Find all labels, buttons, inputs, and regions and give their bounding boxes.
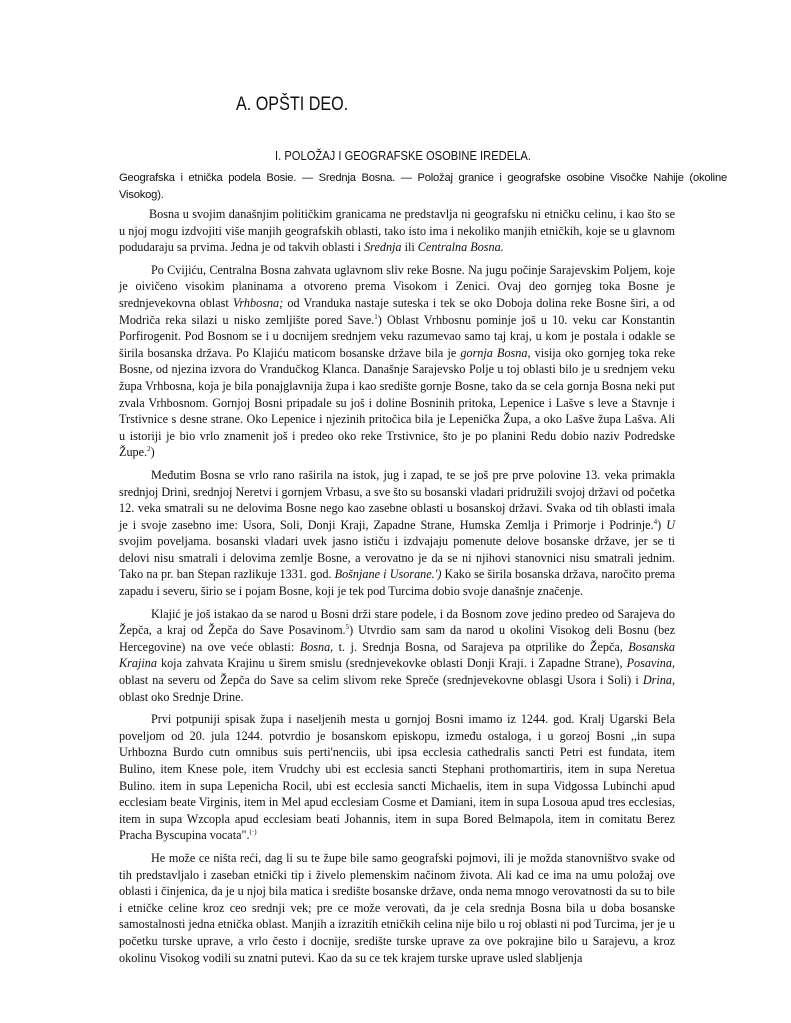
body-text xyxy=(119,206,675,972)
footnote-marker: 1 xyxy=(374,312,378,321)
text-run: Po Cvijiću, Centralna Bosna zahvata uglavnom sliv reke Bosne. Na jugu počinje Sarajevskim Poljem, koje je oivičeno visokim planinama a otvoreno prema Visokom i Zenici. Ovaj deo gornjeg toka Bosne je srednjevekovna oblast xyxy=(119,262,675,310)
italic-text: Bosanska Krajina xyxy=(119,639,675,671)
text-run: ) Utvrdio sam sam da narod u okolini Visokog deli Bosnu (bez Hercegovine) na ove veće oblasti: xyxy=(119,623,675,654)
text-run: t. j. Srednja Bosna, od Sarajeva pa otprilike do Žepča, xyxy=(333,639,629,654)
footnote-marker: 2 xyxy=(147,445,151,454)
italic-text: Posavina, xyxy=(626,656,675,671)
paragraph xyxy=(119,850,675,966)
italic-text: U xyxy=(666,517,675,532)
text-run: oblast oko Srednje Drine. xyxy=(119,689,244,704)
text-run: koja zahvata Krajinu u širem smislu (srednjevekovke oblasti Donji Kraji. i Zapadne Strane), xyxy=(156,656,627,671)
italic-text: gornja Bosna, xyxy=(460,345,531,360)
italic-text: Vrhbosna; xyxy=(232,295,284,310)
text-run: Prvi potpuniji spisak župa i naseljenih mesta u gornjoj Bosni imamo iz 1244. god. Kralj Ugarski Bela poveljom od 20. jula 1244. potvrdio je bosanskom episkopu, između ostaloga, i u gorƨoj Bosni ,,in supa Urhbozna Burdo cutn omnibus suis perti'nenciis, ubi ipsa ecclesia cathedralis sancti Petri est fundata, item Bulino, item Knese pole, item Vrudchy ubi est ecclesia sancti Stephani prothomartiris, item in supa Neretua Bulino. item in supa Lepenicha Rocil, ubi est ecclesia sancti Michaelis, item in supa Vidgossa Lubinchi apud ecclesiam beate Virginis, item in Mel apud ecclesiam Cosme et Damiani, item in supa Losoua apud tres ecclesias, item in supa Wzcopla apud ecclesiam beati Johannis, item in supa Bored Belmapola, item in comitatu Berez Pracha Byscupina vocata". xyxy=(119,712,675,843)
text-run: ) xyxy=(150,445,155,460)
text-run: visija oko gornjeg toka reke Bosne, od njezina izvora do Vrandučkog Klanca. Današnje Sarajevsko Polje u toj oblasti bilo je u srednjem veku župa Vrhbosna, koja je bila ponajglavnija župa i kao središte gornje Bosne, tako da se cela gornja Bosna neki put zvala Vrhbosnom. Gornjoj Bosni pripadale su još i doline Bosninih pritoka, Lepenice i Lašve s leve a Stavnje i Trstivnice s desne strane. Oko Lepenice i njezinih pritočica bila je Lepenička Župa, a oko Lašve župa Lašva. Ali u istoriji je bio vrlo znamenit još i predeo oko reke Trstivnice, što je po planini Redu dobio naziv Podredske Župe. xyxy=(119,345,675,460)
paragraph xyxy=(119,206,675,256)
text-run: Međutim Bosna se vrlo rano raširila na istok, jug i zapad, te se još pre prve polovine 13. veka primakla srednjoj Drini, srednjoj Neretvi i gornjem Vrbasu, a sve što su bosanski vladari pridružili svojoj državi od početka 12. veka smatrali su ne delovima Bosne nego kao zasebne oblasti u bosanskoj državi. Svaka od tih oblasti imala je i svoje zasebno ime: Usora, Soli, Donji Kraji, Zapadne Strane, Humska Zemlja i Primorje i Podrinje. xyxy=(119,467,675,532)
italic-text: Bošnjane i Usorane.') xyxy=(334,567,442,582)
text-run: Klajić je još istakao da se narod u Bosni drži stare podele, i da Bosnom zove jedino predeo od Sarajeva do Žepča, a kraj od Žepča do Save Posavinom. xyxy=(119,606,675,638)
italic-text: Drina, xyxy=(642,673,675,688)
italic-text: Bosna, xyxy=(299,639,334,654)
text-run: Bosna u svojim današnjim političkim granicama ne predstavlja ni geografsku ni etničku celinu, i kao što se u njoj mogu izdvojiti više manjih geografskih oblasti, tako isto ima i nekoliko manjih etničkih, koje se u glavnom podudaraju sa prvima. Jedna je od takvih oblasti i xyxy=(119,207,675,255)
chapter-summary: Geografska i etnička podela Bosie. — Srednja Bosna. — Položaj granice i geografske osobine Visočke Nahije (okoline Visokog). xyxy=(119,172,727,201)
paragraph xyxy=(119,467,675,600)
footnote-marker: 4 xyxy=(653,517,658,526)
text-run: ili xyxy=(401,240,418,255)
footnote-marker: (·) xyxy=(249,828,257,837)
text-run: ) Oblast Vrhbosnu pominje još u 10. veku car Konstantin Porfirogenit. Pod Bosnom se i u docnijem srednjem veku razumevao samo taj kraj, u kom je postala i odakle se širila bosanska država. Po Klajiću maticom bosanske države bila je xyxy=(119,312,676,360)
text-run: svojim poveljama. bosanski vladari uvek jasno ističu i izdvajaju pomenute delove bosanske države, jer se ti delovi nisu smatrali i delovima zemlje Bosne, a verovatno je da se ni njihovi stanovnici nisu smatrali jednim. Tako na pr. ban Stepan razlikuje 1331. god. xyxy=(119,534,675,582)
text-run: ) xyxy=(657,517,667,532)
italic-text: Srednja xyxy=(364,240,402,255)
paragraph xyxy=(119,606,675,706)
text-run: He može ce ništa reći, dag li su te župe bile samo geografski pojmovi, ili je možda stanovništvo svake od tih predstavljalo i zaseban etnički tip i živelo plemenskim načinom života. Ali kad ce ima na umu položaj ove oblasti i činjenica, da je u njoj bila matica i središte bosanske države, onda nema mnogo verovatnosti da su to bile i etničke celine kroz ceo srednji vek; pre ce može verovati, da je cela srednja Bosna bila u doba bosanske samostalnosti jedna etnička oblast. Manjih a izrazitih etničkih celina nije bilo u roj oblasti ni pod Turcima, jer je u početku turske uprave, a vrlo često i docnije, središte turske uprave za ove pokrajine bilo u Sarajevu, a kroz okolinu Visokog vodili su znatni putevi. Kao da su ce tek krajem turske uprave usled slabljenja xyxy=(119,850,675,965)
text-run: Kako se širila bosanska država, naročito prema zapadu i severu, širio se i pojam Bosne, koji je tek pod Turcima dobio svoje današnje značenje. xyxy=(119,567,675,599)
text-run: oblast na severu od Žepča do Save sa celim slivom reke Spreče (srednjevekovne oblasgi Usora i Soli) i xyxy=(119,673,643,688)
chapter-heading: I. POLOŽAJ I GEOGRAFSKE OSOBINE IREDELA. xyxy=(275,148,531,163)
paragraph xyxy=(119,262,675,461)
footnote-marker: 5 xyxy=(345,623,350,632)
italic-text: Centralna Bosna. xyxy=(417,240,504,255)
paragraph xyxy=(119,711,675,844)
text-run: od Vranduka nastaje suteska i tek se oko Doboja dolina reke Bosne širi, a od Modriča reka silazi u nisko zemljište pored Save. xyxy=(119,295,675,327)
part-heading: A. OPŠTI DEO. xyxy=(236,94,349,115)
